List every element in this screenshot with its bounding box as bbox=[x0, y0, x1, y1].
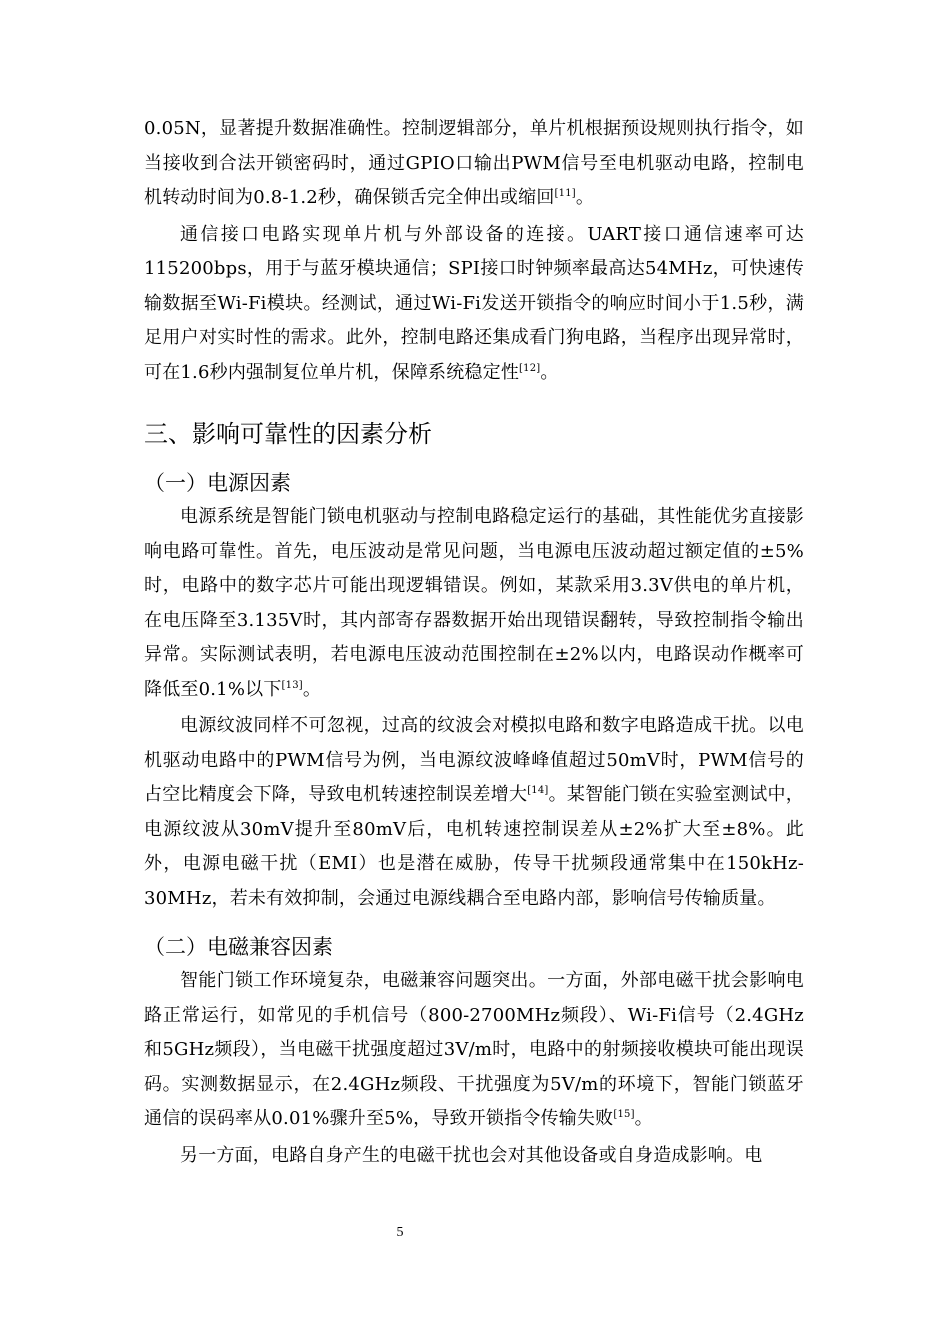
paragraph-control-logic: 0.05N，显著提升数据准确性。控制逻辑部分，单片机根据预设规则执行指令，如当接收到合法开锁密码时，通过GPIO口输出PWM信号至电机驱动电路，控制电机转动时间为0.8-1.2秒，确保锁舌完全伸出或缩回[11]。 bbox=[144, 118, 804, 208]
paragraph-power-voltage: 电源系统是智能门锁电机驱动与控制电路稳定运行的基础，其性能优劣直接影响电路可靠性。首先，电压波动是常见问题，当电源电压波动超过额定值的±5%时，电路中的数字芯片可能出现逻辑错误。例如，某款采用3.3V供电的单片机，在电压降至3.135V时，其内部寄存器数据开始出现错误翻转，导致控制指令输出异常。实际测试表明，若电源电压波动范围控制在±2%以内，电路误动作概率可降低至0.1%以下[13]。 bbox=[144, 506, 804, 700]
citation-14: [14] bbox=[527, 785, 549, 796]
citation-15: [15] bbox=[613, 1109, 635, 1120]
paragraph-communication-interface: 通信接口电路实现单片机与外部设备的连接。UART接口通信速率可达115200bps，用于与蓝牙模块通信；SPI接口时钟频率最高达54MHz，可快速传输数据至Wi-Fi模块。经测试，通过Wi-Fi发送开锁指令的响应时间小于1.5秒，满足用户对实时性的需求。此外，控制电路还集成看门狗电路，当程序出现异常时，可在1.6秒内强制复位单片机，保障系统稳定性[12]。 bbox=[144, 223, 804, 383]
citation-11: [11] bbox=[554, 188, 576, 199]
page-number: 5 bbox=[396, 1225, 404, 1240]
paragraph-emc-internal: 另一方面，电路自身产生的电磁干扰也会对其他设备或自身造成影响。电 bbox=[180, 1144, 763, 1166]
section-heading-reliability-factors: 三、影响可靠性的因素分析 bbox=[144, 420, 432, 448]
page-content bbox=[144, 112, 804, 1173]
paragraph-power-ripple: 电源纹波同样不可忽视，过高的纹波会对模拟电路和数字电路造成干扰。以电机驱动电路中的PWM信号为例，当电源纹波峰峰值超过50mV时，PWM信号的占空比精度会下降，导致电机转速控制误差增大[14]。某智能门锁在实验室测试中，电源纹波从30mV提升至80mV后，电机转速控制误差从±2%扩大至±8%。此外，电源电磁干扰（EMI）也是潜在威胁，传导干扰频段通常集中在150kHz-30MHz，若未有效抑制，会通过电源线耦合至电路内部，影响信号传输质量。 bbox=[144, 715, 804, 909]
citation-13: [13] bbox=[281, 679, 303, 691]
subsection-heading-power: （一）电源因素 bbox=[144, 471, 291, 495]
paragraph-emc-external: 智能门锁工作环境复杂，电磁兼容问题突出。一方面，外部电磁干扰会影响电路正常运行，如常见的手机信号（800-2700MHz频段）、Wi-Fi信号（2.4GHz和5GHz频段），当电磁干扰强度超过3V/m时，电路中的射频接收模块可能出现误码。实测数据显示，在2.4GHz频段、干扰强度为5V/m的环境下，智能门锁蓝牙通信的误码率从0.01%骤升至5%，导致开锁指令传输失败[15]。 bbox=[144, 970, 804, 1129]
citation-12: [12] bbox=[519, 362, 541, 374]
subsection-heading-emc: （二）电磁兼容因素 bbox=[144, 935, 333, 959]
